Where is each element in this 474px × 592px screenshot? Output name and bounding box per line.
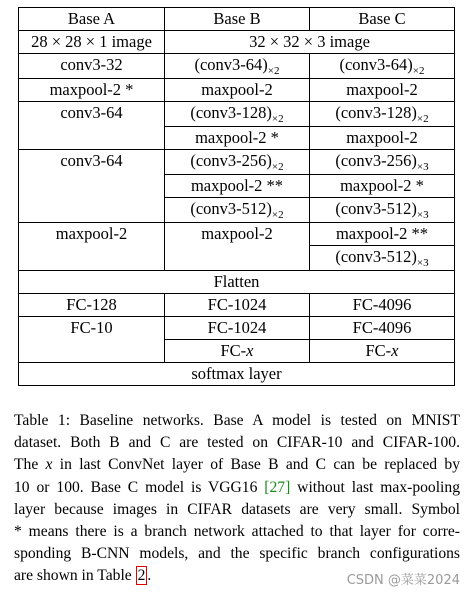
base-b-cell: $(conv3-512)_{\times 2}$ bbox=[165, 198, 310, 223]
table-row bbox=[19, 150, 455, 175]
header-base-a: Base A bbox=[19, 8, 165, 31]
flatten-row bbox=[19, 271, 455, 294]
base-a-cell: maxpool-2 bbox=[19, 223, 165, 271]
caption-line: layer because images in CIFAR datasets are very small. Symbol bbox=[14, 500, 460, 518]
table-row bbox=[19, 54, 455, 79]
base-a-cell: FC-128 bbox=[19, 294, 165, 317]
softmax-row bbox=[19, 363, 455, 386]
base-c-cell: maxpool-2 bbox=[310, 127, 455, 150]
base-b-cell: $(conv3-256)_{\times 2}$ bbox=[165, 150, 310, 175]
header-row bbox=[19, 8, 455, 31]
base-c-cell: FC-4096 bbox=[310, 317, 455, 340]
base-c-cell: $(conv3-64)_{\times 2}$ bbox=[310, 54, 455, 79]
input-base-bc: 32 × 32 × 3 image bbox=[165, 31, 455, 54]
caption-line: sponding B-CNN models, and the specific branch configurations bbox=[14, 545, 460, 563]
table-row bbox=[19, 294, 455, 317]
base-b-cell: maxpool-2 ** bbox=[165, 175, 310, 198]
watermark: CSDN @菜菜2024 bbox=[346, 573, 460, 588]
base-b-cell: FC-1024 bbox=[165, 294, 310, 317]
base-a-cell: conv3-32 bbox=[19, 54, 165, 79]
base-a-cell: conv3-64 bbox=[19, 102, 165, 150]
base-c-cell: FC-x bbox=[310, 340, 455, 363]
caption-line: Table 1: Baseline networks. Base A model is tested on MNIST bbox=[14, 412, 460, 429]
base-b-cell: $(conv3-64)_{\times 2}$ bbox=[165, 54, 310, 79]
table-row bbox=[19, 223, 455, 246]
base-b-cell: $(conv3-128)_{\times 2}$ bbox=[165, 102, 310, 127]
architecture-table bbox=[18, 7, 455, 386]
base-b-cell: FC-1024 bbox=[165, 317, 310, 340]
baseline-networks-table bbox=[18, 7, 454, 386]
caption-line: The x in last ConvNet layer of Base B and C can be replaced by bbox=[14, 456, 460, 474]
base-b-cell: maxpool-2 bbox=[165, 79, 310, 102]
softmax-cell: softmax layer bbox=[19, 363, 455, 386]
table-row bbox=[19, 79, 455, 102]
flatten-cell: Flatten bbox=[19, 271, 455, 294]
input-row bbox=[19, 31, 455, 54]
table-row bbox=[19, 102, 455, 127]
header-base-c: Base C bbox=[310, 8, 455, 31]
table-caption bbox=[14, 410, 460, 588]
table-row bbox=[19, 317, 455, 340]
base-c-cell: $(conv3-512)_{\times 3}$ bbox=[310, 246, 455, 271]
caption-line: dataset. Both B and C are tested on CIFAR-10 and CIFAR-100. bbox=[14, 434, 460, 452]
base-b-cell: FC-x bbox=[165, 340, 310, 363]
table-reference-link[interactable]: 2 bbox=[137, 567, 146, 585]
caption-line: 10 or 100. Base C model is VGG16 [27] without last max-pooling bbox=[14, 478, 460, 496]
base-a-cell: maxpool-2 * bbox=[19, 79, 165, 102]
base-c-cell: maxpool-2 * bbox=[310, 175, 455, 198]
base-a-cell: FC-10 bbox=[19, 317, 165, 363]
base-b-cell: maxpool-2 * bbox=[165, 127, 310, 150]
input-base-a: 28 × 28 × 1 image bbox=[19, 31, 165, 54]
base-b-cell: maxpool-2 bbox=[165, 223, 310, 271]
base-c-cell: $(conv3-512)_{\times 3}$ bbox=[310, 198, 455, 223]
header-base-b: Base B bbox=[165, 8, 310, 31]
base-c-cell: $(conv3-256)_{\times 3}$ bbox=[310, 150, 455, 175]
caption-line: are shown in Table 2 . bbox=[14, 567, 152, 585]
base-c-cell: maxpool-2 ** bbox=[310, 223, 455, 246]
base-c-cell: FC-4096 bbox=[310, 294, 455, 317]
base-c-cell: $(conv3-128)_{\times 2}$ bbox=[310, 102, 455, 127]
caption-line: * means there is a branch network attached to that layer for corre- bbox=[14, 523, 460, 541]
base-c-cell: maxpool-2 bbox=[310, 79, 455, 102]
citation-link[interactable]: [27] bbox=[264, 478, 291, 496]
base-a-cell: conv3-64 bbox=[19, 150, 165, 223]
